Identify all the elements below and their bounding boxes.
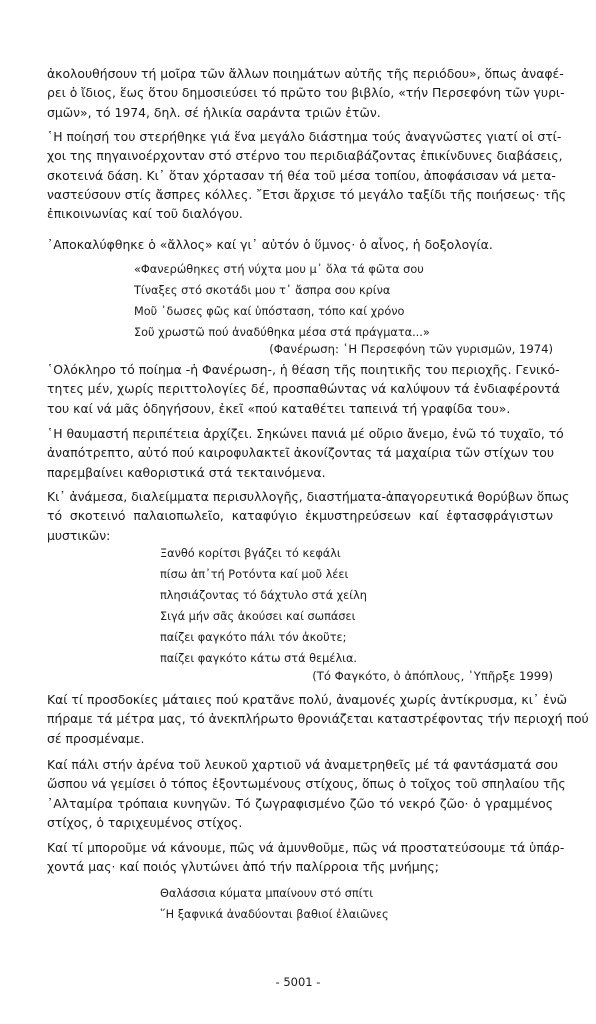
verse-line: Ξανθό κορίτσι βγάζει τό κεφάλι [160, 547, 341, 560]
paragraph-memory [47, 838, 565, 877]
paragraph-whole-poem [47, 360, 560, 418]
text-line: τητες μέν, χωρίς περιττολογίες δέ, προσπαθώντας νά καλύψουν τά ἐνδιαφέροντά [47, 381, 560, 397]
text-line: ῾Η ποίησή του στερήθηκε γιά ἕνα μεγάλο διάστημα τούς ἀναγνῶστες γιατί οἱ στί- [47, 129, 562, 144]
text-line: Καί τί μποροῦμε νά κάνουμε, πῶς νά ἀμυνθοῦμε, πῶς νά προστατεύσουμε τά ὑπάρ- [47, 840, 565, 855]
verse-line: πίσω ἀπ᾽τή Ροτόντα καί μοῦ λέει [160, 568, 349, 581]
verse-line: παίζει φαγκότο κάτω στά θεμέλια. [160, 652, 358, 665]
verse-line: Μοῦ ᾽δωσες φῶς καί ὑπόσταση, τόπο καί χρόνο [134, 305, 405, 318]
text-line: σέ προσμέναμε. [47, 730, 145, 746]
paragraph-adventure [47, 424, 564, 482]
text-line: χοι της πηγαινοέρχονταν στό στέρνο του περιδιαβάζοντας ἐπικίνδυνες διαβάσεις, [47, 148, 563, 164]
text-line: Καί πάλι στήν ἀρένα τοῦ λευκοῦ χαρτιοῦ νά ἀναμετρηθεῖς μέ τά φαντάσματά σου [47, 757, 558, 772]
text-line: πήραμε τά μέτρα μας, τό ἀνεκπλήρωτο θρονιάζεται καταστρέφοντας τήν περιοχή πού [47, 711, 589, 727]
paragraph-revelation [47, 235, 553, 254]
text-line: ᾽Αποκαλύφθηκε ὁ «ἄλλος» καί γι᾽ αὐτόν ὁ ὕμνος· ὁ αἶνος, ἡ δοξολογία. [47, 237, 493, 252]
verse-line: παίζει φαγκότο πάλι τόν ἀκοῦτε; [160, 631, 347, 644]
text-line: ᾽Αλταμίρα τρόπαια κυνηγῶν. Τό ζωγραφισμένο ζῶο τό νεκρό ζῶο· ὁ γραμμένος [47, 795, 553, 811]
verse-waves [160, 883, 389, 925]
text-line: παρεμβαίνει καθοριστικά στά τεκταινόμενα. [47, 464, 326, 480]
text-line: τό σκοτεινό παλαιοπωλεῖο, καταφύγιο ἐκμυστηρεύσεων καί ἑφτασφράγιστων [47, 508, 553, 524]
verse-line: Τίναξες στό σκοτάδι μου τ᾽ ἄσπρα σου κρίνα [134, 284, 391, 297]
paragraph-reception [47, 127, 567, 223]
text-line: Καί τί προσδοκίες μάταιες πού κρατᾶνε πολύ, ἀναμονές χωρίς ἀντίκρυσμα, κι᾽ ἐνῶ [47, 692, 568, 707]
verse-line: «Φανερώθηκες στή νύχτα μου μ᾽ ὅλα τά φῶτα σου [134, 263, 424, 276]
paragraph-white-paper [47, 755, 566, 832]
text-line: στίχος, ὁ ταριχευμένος στίχος. [47, 814, 243, 830]
citation-phanerosi: (Φανέρωση: ῾Η Περσεφόνη τῶν γυρισμῶν, 1974) [269, 342, 553, 356]
text-line: ἀκολουθήσουν τή μοῖρα τῶν ἄλλων ποιημάτων αὐτῆς τῆς περιόδου», ὅπως ἀναφέ- [47, 66, 564, 81]
paragraph-opening [47, 64, 565, 122]
text-line: ρει ὁ ἴδιος, ἕως ὅτου δημοσιεύσει τό πρῶτο του βιβλίο, «τήν Περσεφόνη τῶν γυρι- [47, 85, 565, 101]
verse-line: Σιγά μήν σᾶς ἀκούσει καί σωπάσει [160, 610, 356, 623]
paragraph-antique-shop [47, 487, 570, 545]
verse-phanerosi [134, 259, 430, 343]
text-line: Κι᾽ ἀνάμεσα, διαλείμματα περισυλλογῆς, διαστήματα-ἀπαγορευτικά θορύβων ὅπως [47, 489, 570, 504]
text-line: σκοτεινά δάση. Κι᾽ ὅταν χόρτασαν τή θέα τοῦ μέσα τοπίου, ἀποφάσισαν νά μετα- [47, 167, 556, 183]
text-line: του καί νά μᾶς ὁδηγήσουν, ἐκεῖ «πού καταθέτει ταπεινά τή γραφίδα του». [47, 400, 511, 416]
text-line: χοντά μας· καί ποιός γλυτώνει ἀπό τήν παλίρροια τῆς μνήμης; [47, 859, 439, 875]
text-line: ῾Ολόκληρο τό ποίημα -ἡ Φανέρωση-, ἡ θέαση τῆς ποιητικῆς του περιοχῆς. Γενικό- [47, 362, 560, 377]
page-number: - 5001 - [275, 975, 321, 989]
verse-line: Θαλάσσια κύματα μπαίνουν στό σπίτι [160, 887, 374, 900]
text-line: ἀναπότρεπτο, αὐτό πού καιροφυλακτεῖ ἀκονίζοντας τά μαχαίρια τῶν στίχων του [47, 445, 555, 461]
verse-fagkoto [160, 543, 367, 669]
text-line: ῾Η θαυμαστή περιπέτεια ἀρχίζει. Σηκώνει πανιά μέ οὔριο ἄνεμο, ἐνῶ τό τυχαῖο, τό [47, 426, 564, 441]
text-line: σμῶν», τό 1974, δηλ. σέ ἡλικία σαράντα τριῶν ἐτῶν. [47, 104, 381, 120]
text-line: ναστεύσουν στίς ἄσπρες κόλλες. ῎Ετσι ἄρχισε τό μεγάλο ταξίδι τῆς ποιήσεως· τῆς [47, 186, 567, 202]
verse-line: ῞Η ξαφνικά ἀναδύονται βαθιοί ἐλαιῶνες [160, 908, 389, 921]
text-line: ἐπικοινωνίας καί τοῦ διαλόγου. [47, 206, 243, 222]
verse-line: πλησιάζοντας τό δάχτυλο στά χείλη [160, 589, 367, 602]
verse-line: Σοῦ χρωστῶ πού ἀναδύθηκα μέσα στά πράγματα...» [134, 326, 430, 339]
text-line: ὥσπου νά γεμίσει ὁ τόπος ἐξοντωμένους στίχους, ὅπως ὁ τοῖχος τοῦ σπηλαίου τῆς [47, 776, 566, 792]
text-line: μυστικῶν: [47, 527, 111, 543]
citation-fagkoto: (Τό Φαγκότο, ὁ ἀπόπλους, ῾Υπῆρξε 1999) [312, 669, 553, 683]
paragraph-expectations [47, 690, 589, 748]
